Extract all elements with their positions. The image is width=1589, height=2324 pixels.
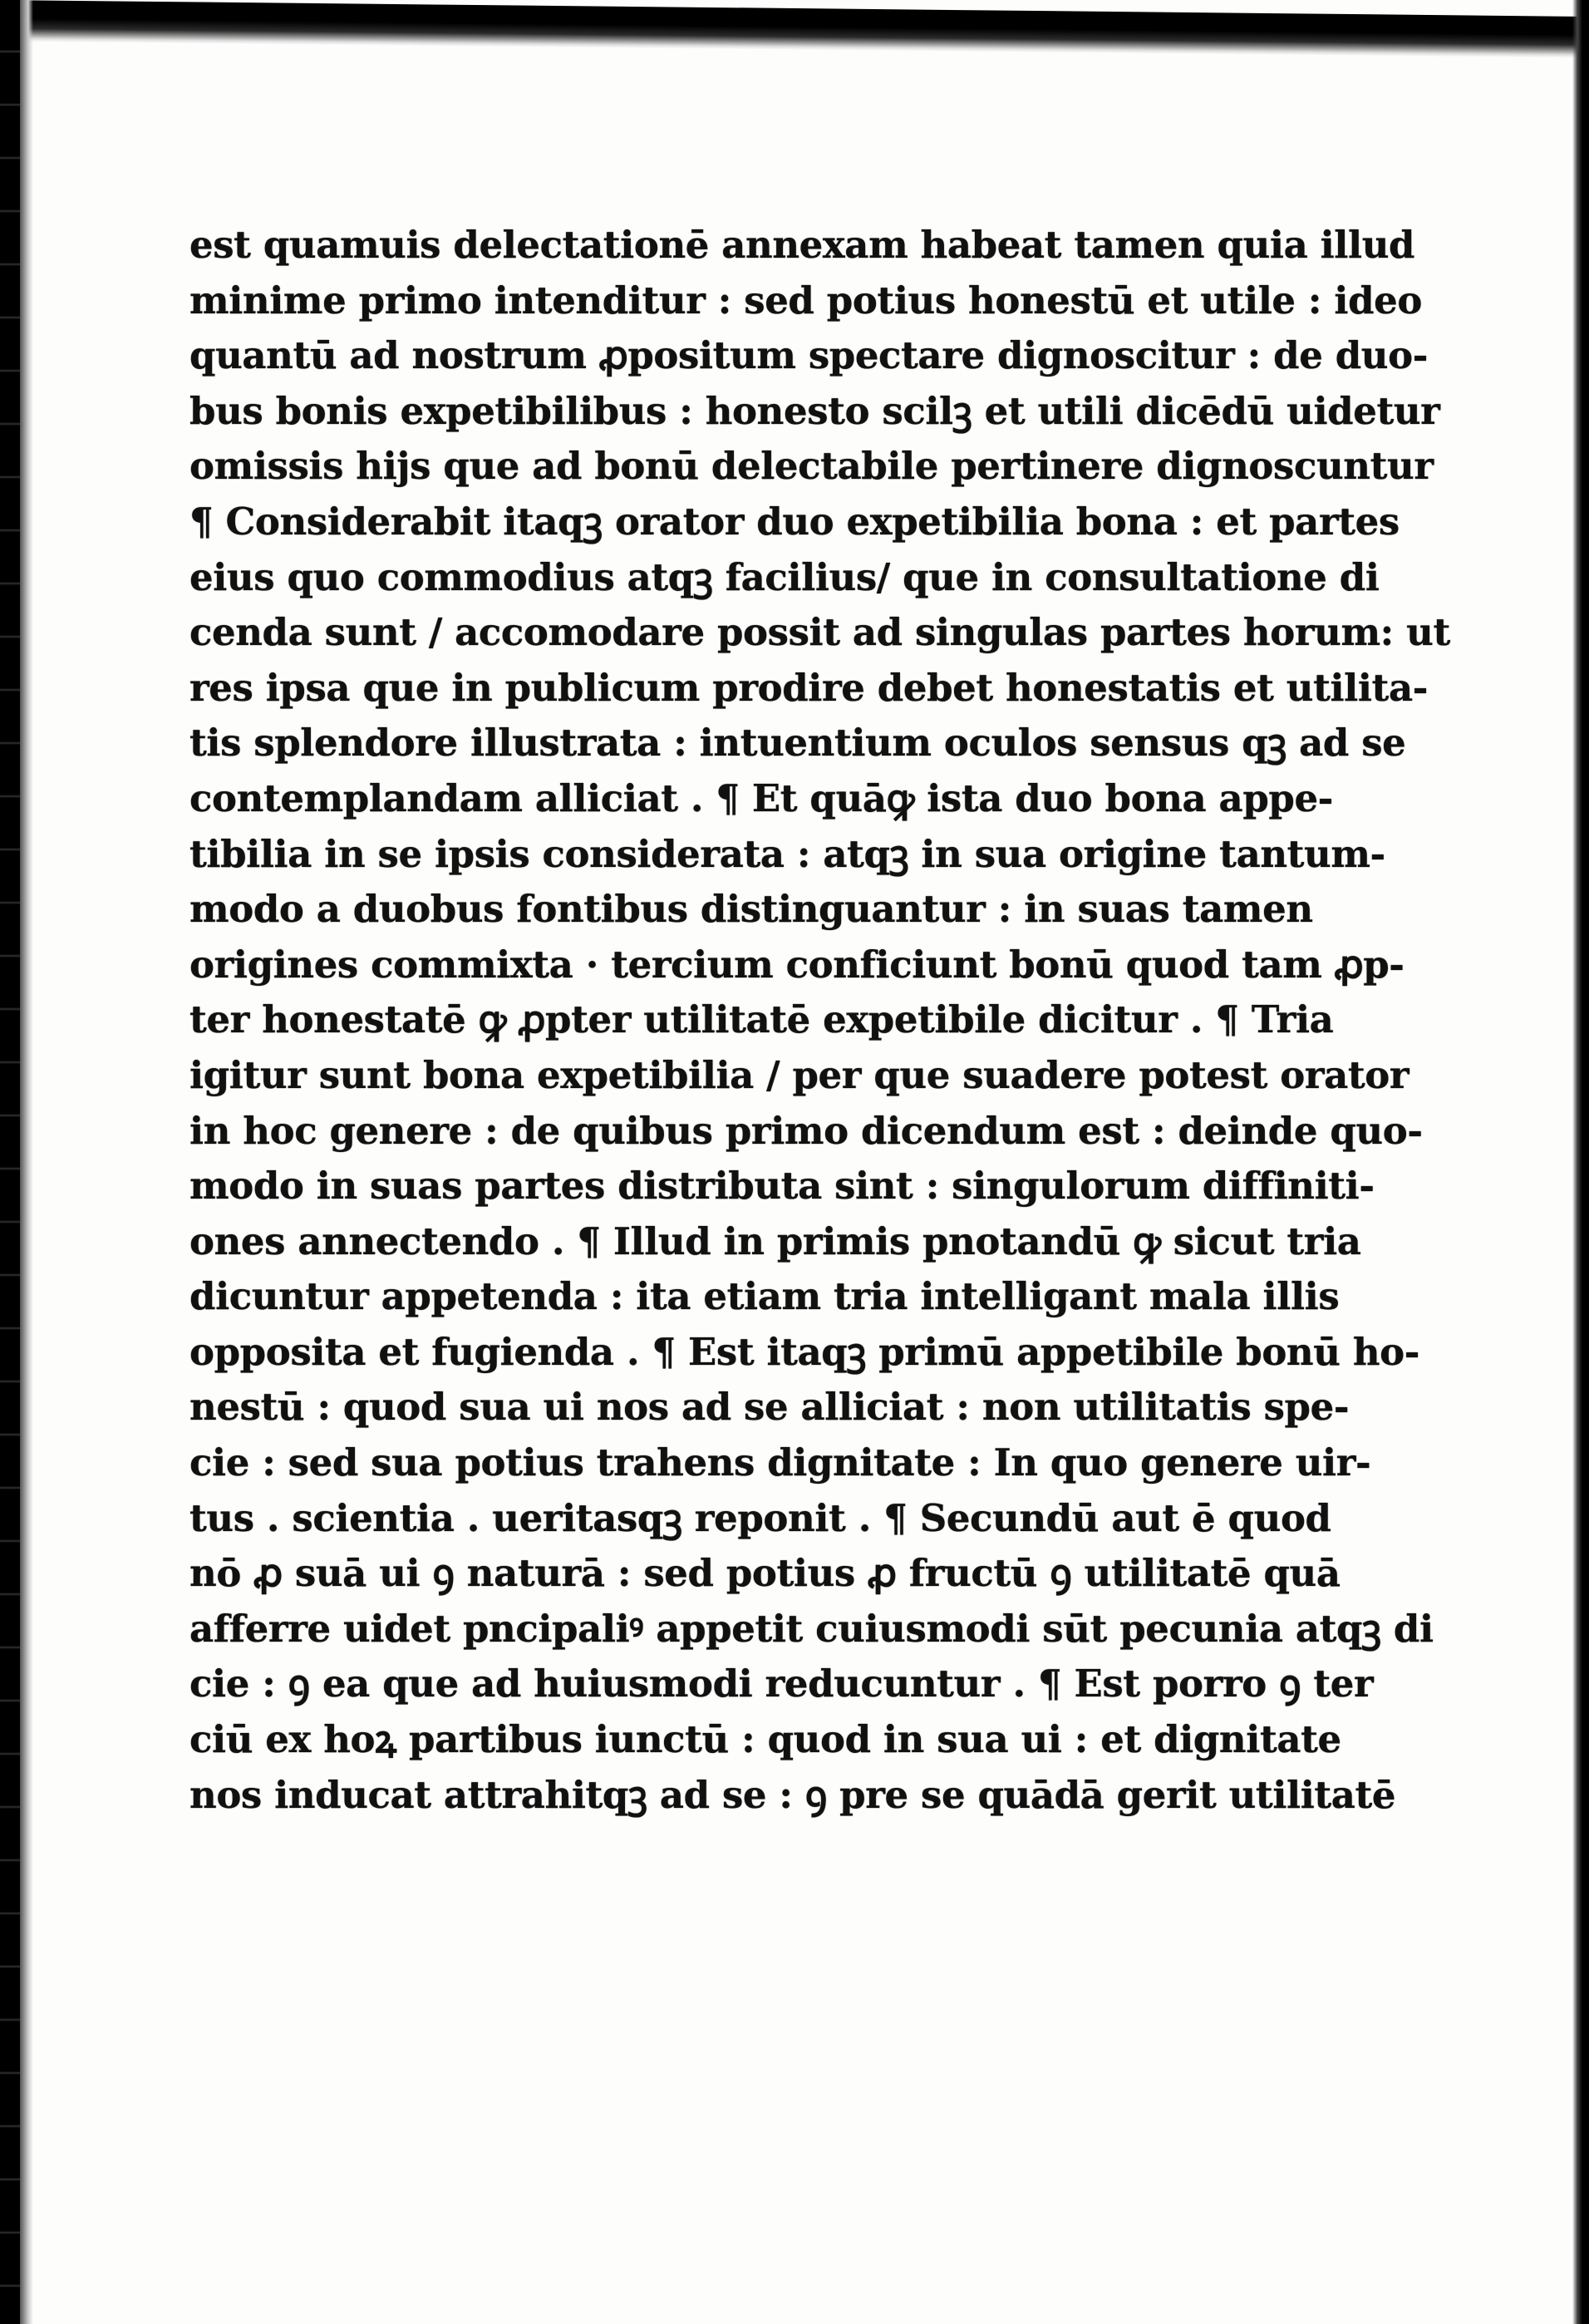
text-line: nos inducat attrahitqꝫ ad se : ꝯ pre se quādā gerit utilitatē	[189, 1772, 1396, 1817]
text-line: opposita et fugienda . ¶ Est itaqꝫ primū appetibile bonū ho-	[189, 1329, 1420, 1374]
text-line: dicuntur appetenda : ita etiam tria intelligant mala illis	[189, 1274, 1340, 1319]
text-line: nō ꝓ suā ui ꝯ naturā : sed potius ꝓ fructū ꝯ utilitatē quā	[189, 1551, 1341, 1596]
text-line: quantū ad nostrum ꝓpositum spectare dignoscitur : de duo-	[189, 333, 1428, 378]
text-line: omissis hijs que ad bonū delectabile pertinere dignoscuntur	[189, 444, 1434, 489]
text-line: cie : ꝯ ea que ad huiusmodi reducuntur . ¶ Est porro ꝯ ter	[189, 1662, 1374, 1706]
text-line: contemplandam alliciat . ¶ Et quāꝙ ista duo bona appe-	[189, 775, 1333, 820]
text-line: est quamuis delectationē annexam habeat tamen quia illud	[189, 223, 1415, 267]
text-line: origines commixta · tercium conficiunt bonū quod tam ꝓp-	[189, 942, 1405, 987]
text-line: cie : sed sua potius trahens dignitate : In quo genere uir-	[189, 1440, 1371, 1485]
text-line: eius quo commodius atqꝫ facilius/ que in consultatione di	[189, 554, 1380, 599]
text-line: tus . scientia . ueritasqꝫ reponit . ¶ Secundū aut ē quod	[189, 1495, 1331, 1540]
text-line: ter honestatē ꝙ ꝓpter utilitatē expetibile dicitur . ¶ Tria	[189, 997, 1334, 1042]
text-line: nestū : quod sua ui nos ad se alliciat : non utilitatis spe-	[189, 1385, 1350, 1430]
text-line: cenda sunt / accomodare possit ad singulas partes horum: ut	[189, 610, 1450, 655]
text-line: modo a duobus fontibus distinguantur : in suas tamen	[189, 887, 1313, 932]
text-line: modo in suas partes distributa sint : singulorum diffiniti-	[189, 1164, 1375, 1209]
text-block	[189, 218, 1450, 1823]
scan-binding-edge	[0, 0, 20, 2324]
text-line: tibilia in se ipsis considerata : atqꝫ in sua origine tantum-	[189, 831, 1385, 876]
text-line: in hoc genere : de quibus primo dicendum est : deinde quo-	[189, 1108, 1423, 1153]
text-line: ones annectendo . ¶ Illud in primis pnotandū ꝙ sicut tria	[189, 1219, 1361, 1263]
scan-top-border	[0, 0, 1589, 58]
text-line: ¶ Considerabit itaqꝫ orator duo expetibilia bona : et partes	[189, 499, 1400, 544]
text-line: afferre uidet pncipaliꝰ appetit cuiusmodi sūt pecunia atqꝫ di	[189, 1606, 1434, 1651]
text-line: res ipsa que in publicum prodire debet honestatis et utilita-	[189, 665, 1428, 710]
text-line: minime primo intenditur : sed potius honestū et utile : ideo	[189, 278, 1422, 323]
text-line: bus bonis expetibilibus : honesto scilꝫ et utili dicēdū uidetur	[189, 388, 1440, 433]
text-line: igitur sunt bona expetibilia / per que suadere potest orator	[189, 1052, 1409, 1097]
scan-right-border	[1572, 0, 1589, 2324]
text-line: tis splendore illustrata : intuentium oculos sensus qꝫ ad se	[189, 721, 1406, 766]
text-line: ciū ex hoꝝ partibus iunctū : quod in sua ui : et dignitate	[189, 1717, 1341, 1762]
